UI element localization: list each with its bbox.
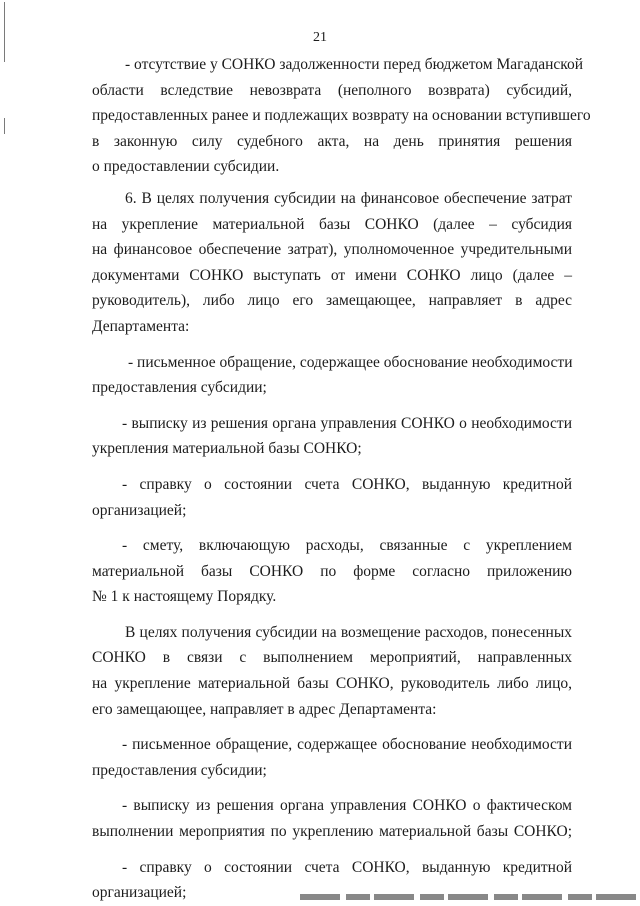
text-line: - справку о состоянии счета СОНКО, выданную кредитной: [122, 858, 572, 876]
text-line: руководитель), либо лицо его замещающее, направляет в адрес: [92, 292, 572, 310]
text-line: предоставления субсидии;: [92, 379, 267, 397]
text-line: области вследствие невозврата (неполного возврата) субсидий,: [92, 81, 572, 99]
text-line: Департамента:: [92, 317, 190, 335]
text-line: - письменное обращение, содержащее обоснование необходимости: [128, 353, 573, 371]
text-line: на укрепление материальной базы СОНКО, руководитель либо лицо,: [92, 675, 572, 693]
text-line: СОНКО в связи с выполнением мероприятий, направленных: [92, 649, 572, 667]
text-line: укрепления материальной базы СОНКО;: [92, 440, 362, 458]
text-line: организацией;: [92, 501, 187, 519]
page-number: 21: [313, 30, 327, 45]
text-line: - письменное обращение, содержащее обоснование необходимости: [122, 736, 572, 754]
text-line: - выписку из решения органа управления СОНКО о необходимости: [122, 414, 572, 432]
document-body: [92, 52, 591, 906]
text-line: - смету, включающую расходы, связанные с укреплением: [122, 537, 572, 555]
text-line: на финансовое обеспечение затрат), уполномоченное учредительными: [92, 241, 572, 259]
text-line: выполнении мероприятия по укреплению материальной базы СОНКО;: [92, 823, 572, 841]
scan-edge-mark: [4, 2, 5, 62]
text-line: предоставления субсидии;: [92, 761, 267, 779]
text-line: - отсутствие у СОНКО задолженности перед бюджетом Магаданской: [125, 56, 584, 73]
text-line: на укрепление материальной базы СОНКО (далее – субсидия: [92, 215, 572, 233]
text-line: 6. В целях получения субсидии на финансовое обеспечение затрат: [125, 189, 572, 207]
text-line: его замещающее, направляет в адрес Департамента:: [92, 700, 437, 718]
scan-edge-mark: [4, 118, 5, 134]
text-line: в законную силу судебного акта, на день принятия решения: [92, 132, 572, 150]
text-line: организацией;: [92, 884, 187, 902]
text-line: В целях получения субсидии на возмещение расходов, понесенных: [125, 623, 572, 641]
text-line: - выписку из решения органа управления СОНКО о фактическом: [122, 797, 572, 815]
text-line: о предоставлении субсидии.: [92, 158, 280, 176]
text-line: - справку о состоянии счета СОНКО, выданную кредитной: [122, 475, 572, 493]
scan-bottom-strip: [300, 894, 640, 900]
text-line: материальной базы СОНКО по форме согласно приложению: [92, 562, 572, 580]
text-line: документами СОНКО выступать от имени СОНКО лицо (далее –: [92, 266, 572, 284]
text-line: предоставленных ранее и подлежащих возврату на основании вступившего: [92, 107, 591, 125]
text-line: № 1 к настоящему Порядку.: [92, 588, 277, 606]
